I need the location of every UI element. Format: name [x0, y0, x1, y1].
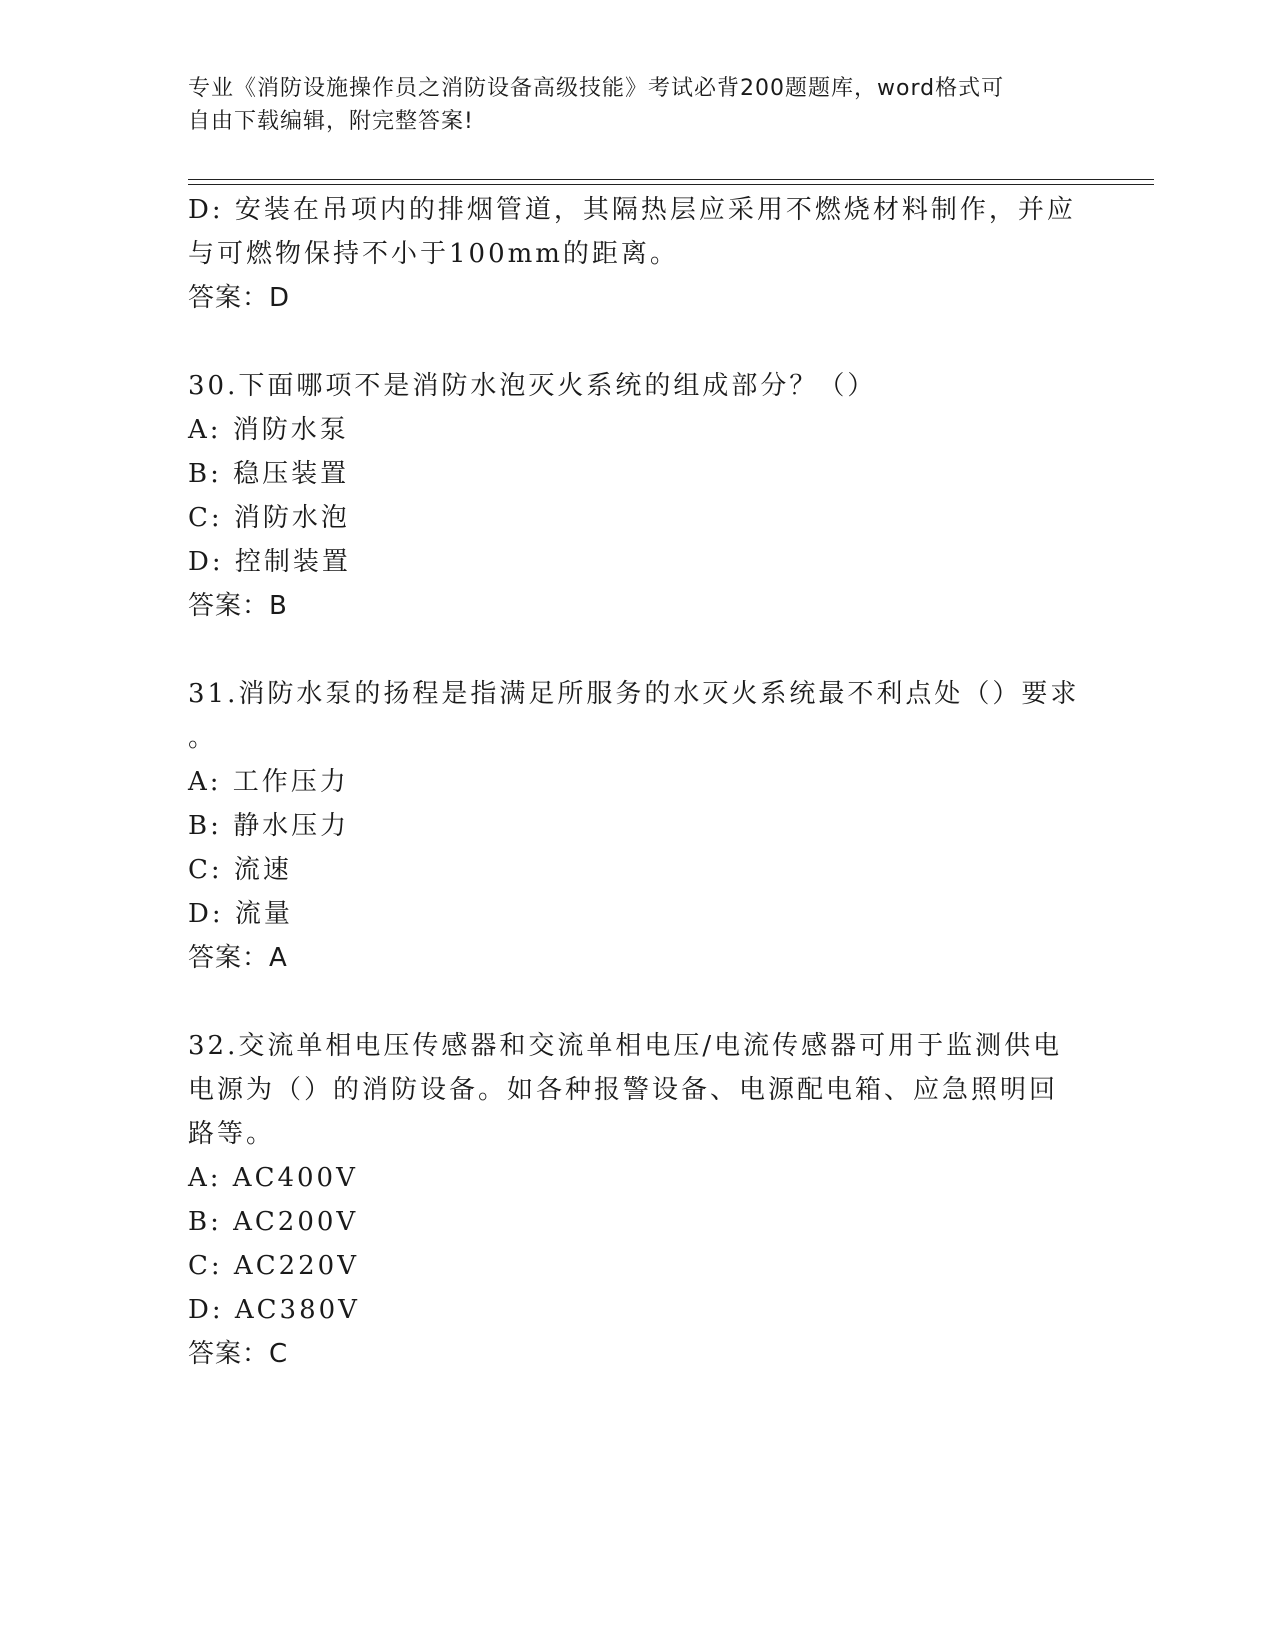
q30-option-d: D: 控制装置 — [188, 547, 351, 577]
q30-option-a: A: 消防水泵 — [188, 415, 349, 445]
q32-question-line-1: 32.交流单相电压传感器和交流单相电压/电流传感器可用于监测供电 — [188, 1031, 1063, 1061]
q31-question-line-2: 。 — [188, 723, 218, 753]
q32-question-line-3: 路等。 — [188, 1119, 276, 1149]
q32-option-b: B: AC200V — [188, 1207, 359, 1237]
q30-option-b: B: 稳压装置 — [188, 459, 350, 489]
q32-option-d: D: AC380V — [188, 1295, 360, 1325]
q30-answer: 答案：B — [188, 591, 288, 621]
q31-question-line-1: 31.消防水泵的扬程是指满足所服务的水灭火系统最不利点处（）要求 — [188, 679, 1080, 709]
q31-option-a: A: 工作压力 — [188, 767, 349, 797]
q29-option-d-line-1: D: 安装在吊项内的排烟管道，其隔热层应采用不燃烧材料制作，并应 — [188, 195, 1076, 225]
q32-answer: 答案：C — [188, 1339, 289, 1369]
q29-option-d-line-2: 与可燃物保持不小于100mm的距离。 — [188, 239, 679, 269]
q31-option-d: D: 流量 — [188, 899, 293, 929]
q32-option-a: A: AC400V — [188, 1163, 358, 1193]
header-divider-top — [188, 179, 1154, 180]
q29-answer: 答案：D — [188, 283, 291, 313]
header-line-1: 专业《消防设施操作员之消防设备高级技能》考试必背200题题库，word格式可 — [188, 76, 1005, 101]
q30-question: 30.下面哪项不是消防水泡灭火系统的组成部分？（） — [188, 371, 877, 401]
q31-option-b: B: 静水压力 — [188, 811, 350, 841]
q32-question-line-2: 电源为（）的消防设备。如各种报警设备、电源配电箱、应急照明回 — [188, 1075, 1059, 1105]
q31-option-c: C: 流速 — [188, 855, 292, 885]
q32-option-c: C: AC220V — [188, 1251, 359, 1281]
header-divider-bottom — [188, 184, 1154, 185]
page-header — [188, 72, 1068, 138]
q31-answer: 答案：A — [188, 943, 288, 973]
header-line-2: 自由下载编辑，附完整答案! — [188, 109, 474, 134]
q30-option-c: C: 消防水泡 — [188, 503, 350, 533]
